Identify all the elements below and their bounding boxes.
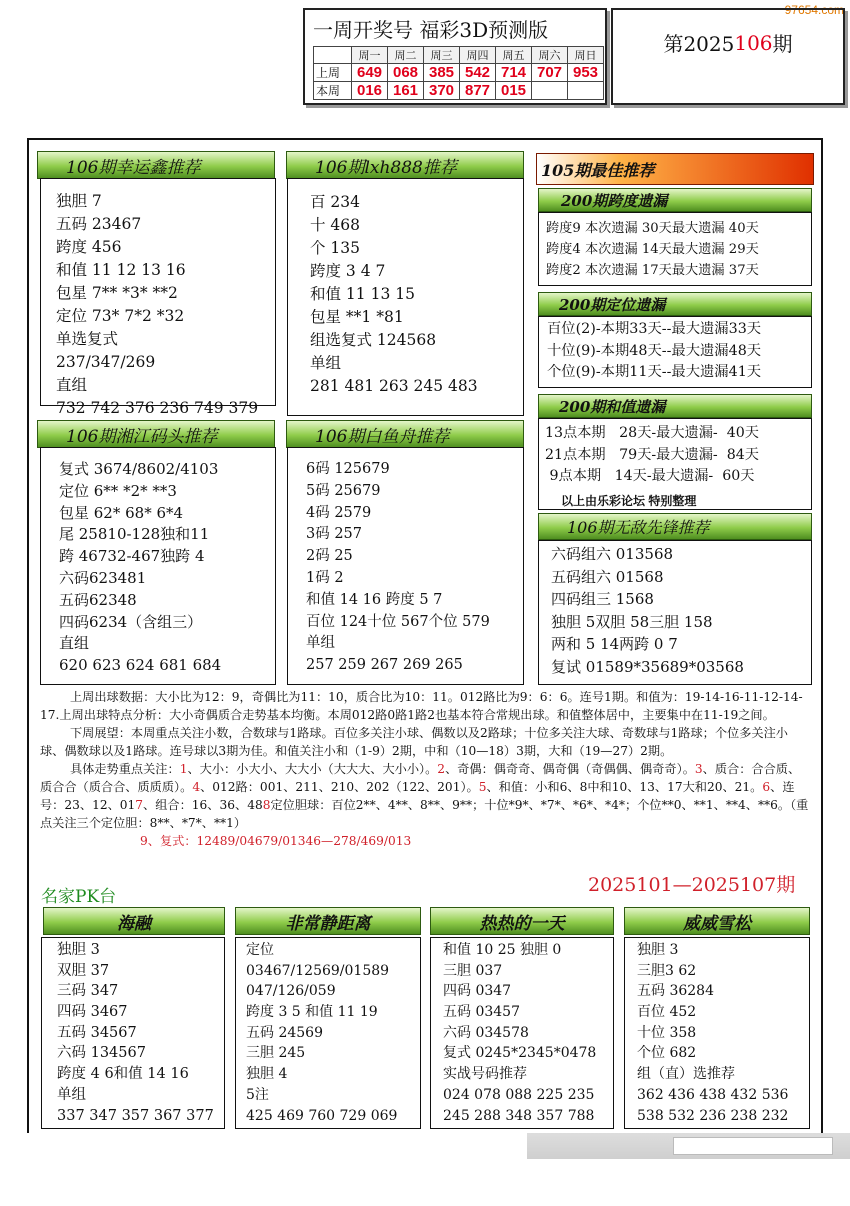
list-item: 六码623481 — [59, 568, 147, 587]
panel-title-wudi: 106期无敌先锋推荐 — [538, 513, 812, 540]
table-row — [314, 82, 604, 100]
list-item: 独胆 5双胆 58三胆 158 — [551, 612, 713, 631]
panel-title-xingyun: 106期幸运鑫推荐 — [37, 151, 275, 179]
pk-card-title: 非常静距离 — [235, 907, 421, 935]
pk-card-feichang — [235, 937, 421, 1129]
list-item: 5码 25679 — [306, 482, 381, 499]
list-item: 实战号码推荐 — [443, 1066, 527, 1083]
draw-number: 542 — [460, 64, 496, 82]
issue-prefix: 第2025 — [663, 32, 735, 56]
draw-number: 649 — [352, 64, 388, 82]
list-item: 包星 62* 68* 6*4 — [59, 503, 184, 522]
draw-number: 877 — [460, 82, 496, 100]
list-item: 047/126/059 — [246, 983, 336, 1000]
list-item: 独胆 3 — [57, 942, 100, 958]
list-item: 024 078 088 225 235 — [443, 1086, 595, 1103]
list-item: 21点本期 79天-最大遗漏- 84天 — [545, 446, 759, 463]
list-item: 独胆 7 — [56, 192, 102, 210]
list-item: 245 288 348 357 788 — [443, 1107, 595, 1124]
list-item: 五码组六 01568 — [551, 567, 664, 586]
day-cell: 周六 — [532, 47, 568, 64]
panel-lines — [546, 218, 759, 281]
list-item: 跨度2 本次遗漏 17天最大遗漏 37天 — [546, 263, 759, 278]
site-watermark: 97654.com — [784, 3, 844, 17]
list-item: 三胆 037 — [443, 962, 503, 979]
list-item: 六码 034578 — [443, 1024, 529, 1041]
list-item: 个 135 — [310, 239, 361, 257]
panel-lines — [57, 940, 214, 1126]
list-item: 个位 682 — [637, 1045, 697, 1062]
list-item: 直组 — [59, 634, 90, 653]
panel-lines — [545, 423, 759, 488]
list-item: 复式 3674/8602/4103 — [59, 460, 219, 478]
draw-number — [568, 82, 604, 100]
list-item: 单选复式 — [56, 330, 119, 348]
list-item: 跨度 4 6和值 14 16 — [57, 1066, 189, 1083]
analysis-paragraph: 9、复式：12489/04679/01346—278/469/013 — [140, 834, 412, 848]
analysis-section — [40, 688, 812, 850]
panel-lines — [547, 319, 761, 384]
panel-dingwei-omission — [538, 316, 812, 388]
list-item: 直组 — [56, 376, 88, 394]
list-item: 257 259 267 269 265 — [306, 657, 463, 674]
list-item: 单组 — [306, 635, 335, 652]
list-item: 跨度4 本次遗漏 14天最大遗漏 29天 — [546, 242, 759, 257]
pk-card-hairong — [41, 937, 225, 1129]
draw-number: 385 — [424, 64, 460, 82]
panel-lines — [637, 940, 788, 1126]
day-cell: 周二 — [388, 47, 424, 64]
pk-section-title: 名家PK台 — [41, 887, 117, 907]
list-item: 六码组六 013568 — [551, 545, 674, 563]
list-item: 五码62348 — [59, 590, 137, 609]
issue-suffix: 期 — [772, 32, 793, 56]
list-item: 百位 452 — [637, 1004, 697, 1021]
list-item: 十位 358 — [637, 1024, 697, 1041]
draw-number: 161 — [388, 82, 424, 100]
list-item: 定位 — [246, 942, 274, 958]
list-item: 和值 11 13 15 — [310, 285, 415, 303]
list-item: 跨度9 本次遗漏 30天最大遗漏 40天 — [546, 221, 759, 236]
page-title: 一周开奖号 福彩3D预测版 — [313, 18, 549, 42]
panel-title-lxh888: 106期lxh888推荐 — [286, 151, 524, 179]
pk-card-title: 海融 — [43, 907, 225, 935]
pk-card-weiwei — [624, 937, 810, 1129]
list-item: 425 469 760 729 069 — [246, 1107, 398, 1124]
list-item: 独胆 4 — [246, 1066, 288, 1083]
day-cell: 周日 — [568, 47, 604, 64]
draw-number: 068 — [388, 64, 424, 82]
list-item: 四码组三 1568 — [551, 590, 654, 609]
pk-card-rere — [430, 937, 614, 1129]
analysis-paragraph: 下周展望：本周重点关注小数，合数球与1路球。百位多关注小球、偶数以及2路球；十位多关注大球、奇数球与1路球；个位多关注小球、偶数球以及1路球。连号球以3期为佳。和值关注小和（1-9）2期，中和（10—18）3期，大和（19—27）2期。 — [40, 726, 788, 758]
best-recommend-bar: 105期最佳推荐 — [536, 153, 814, 185]
list-item: 跨度 3 4 7 — [310, 262, 386, 280]
list-item: 6码 125679 — [306, 461, 390, 477]
list-item: 3码 257 — [306, 526, 363, 543]
list-item: 03467/12569/01589 — [246, 962, 390, 979]
list-item: 三码 347 — [57, 983, 119, 1000]
panel-lines — [310, 191, 478, 398]
list-item: 620 623 624 681 684 — [59, 656, 222, 675]
list-item: 包星 **1 *81 — [310, 308, 404, 326]
draw-number: 016 — [352, 82, 388, 100]
panel-lines — [443, 940, 596, 1126]
list-item: 2码 25 — [306, 548, 353, 565]
panel-title-kuadu: 200期跨度遗漏 — [538, 188, 812, 212]
list-item: 百 234 — [310, 193, 361, 211]
list-item: 包星 7** *3* **2 — [56, 284, 178, 302]
list-item: 337 347 357 367 377 — [57, 1107, 214, 1124]
list-item: 和值 11 12 13 16 — [56, 261, 186, 279]
analysis-paragraph: 上周出球数据：大小比为12：9，奇偶比为11：10，质合比为10：11。012路比为9：6：6。连号1期。和值为：19-14-16-11-12-14-17.上周出球特点分析：大小奇偶质合走势基本均衡。本周012路0路1路2也基本符合常规出球。和值整体居中，主要集中在11-19之间。 — [40, 690, 803, 722]
draw-number — [532, 82, 568, 100]
list-item: 四码6234（含组三） — [59, 612, 203, 631]
list-item: 五码 36284 — [637, 983, 714, 1000]
list-item: 四码 0347 — [443, 983, 512, 1000]
list-item: 五码 34567 — [57, 1024, 137, 1041]
list-item: 两和 5 14两跨 0 7 — [551, 635, 678, 654]
list-item: 三胆3 62 — [637, 962, 697, 979]
list-item: 定位 6** *2* **3 — [59, 481, 177, 500]
list-item: 362 436 438 432 536 — [637, 1086, 789, 1103]
list-item: 三胆 245 — [246, 1045, 306, 1062]
weekly-draw-header — [303, 8, 607, 105]
issue-number-box — [611, 8, 845, 105]
list-item: 跨 46732-467独跨 4 — [59, 547, 205, 566]
list-item: 五码 03457 — [443, 1004, 520, 1021]
draw-table — [313, 46, 604, 100]
issue-number: 106 — [734, 30, 773, 55]
draw-number: 953 — [568, 64, 604, 82]
panel-lines — [56, 190, 258, 420]
draw-number: 015 — [496, 82, 532, 100]
pk-card-title: 威威雪松 — [624, 907, 810, 935]
list-item: 4码 2579 — [306, 504, 372, 521]
date-range: 2025101—2025107期 — [588, 874, 796, 896]
list-item: 跨度 456 — [56, 238, 122, 256]
panel-lines — [551, 543, 744, 679]
list-item: 单组 — [57, 1086, 86, 1103]
panel-title-baiyuzhou: 106期白鱼舟推荐 — [286, 420, 524, 448]
list-item: 五码 24569 — [246, 1024, 323, 1041]
panel-hezhi-omission — [538, 418, 812, 510]
list-item: 双胆 37 — [57, 962, 110, 979]
day-cell: 周三 — [424, 47, 460, 64]
panel-xingyun — [40, 178, 276, 417]
panel-lines — [59, 459, 221, 677]
list-item: 281 481 263 245 483 — [310, 377, 478, 395]
row-label: 本周 — [314, 82, 352, 100]
list-item: 十 468 — [310, 216, 361, 234]
list-item: 五码 23467 — [56, 215, 142, 233]
panel-kuadu-omission — [538, 212, 812, 286]
pk-card-title: 热热的一天 — [430, 907, 614, 935]
list-item: 组选复式 124568 — [310, 331, 437, 349]
draw-number: 707 — [532, 64, 568, 82]
list-item: 和值 14 16 跨度 5 7 — [306, 591, 443, 608]
list-item: 和值 10 25 独胆 0 — [443, 942, 562, 958]
list-item: 百位 124十位 567个位 579 — [306, 613, 490, 630]
list-item: 四码 3467 — [57, 1004, 128, 1021]
list-item: 732 742 376 236 749 379 — [56, 399, 259, 417]
list-item: 尾 25810-128独和11 — [59, 525, 210, 544]
list-item: 跨度 3 5 和值 11 19 — [246, 1004, 378, 1021]
list-item: 13点本期 28天-最大遗漏- 40天 — [545, 425, 759, 441]
list-item: 1码 2 — [306, 569, 344, 586]
bottom-shade — [27, 1133, 823, 1160]
day-cell: 周五 — [496, 47, 532, 64]
day-cell: 周四 — [460, 47, 496, 64]
panel-title-xiangjiang: 106期湘江码头推荐 — [37, 420, 275, 448]
list-item: 237/347/269 — [56, 353, 156, 371]
analysis-paragraph: 具体走势重点关注：1、大小：小大小、大大小（大大大、大小小）。2、奇偶：偶奇奇、偶奇偶（奇偶偶、偶奇奇）。3、质合：合合质、质合合（质合合、质质质）。4、012路：001、211、210、202（122、201）。5、和值：小和6、8中和10、13、17大和20、21。6、连号：23、12、017、组合：16、36、488定位胆球：百位2**、4**、8**、9**；十位*9*、*7*、*6*、*4*；个位**0、**1、**4、**6。（重点关注三个定位胆：8**、*7*、**1） — [40, 762, 809, 830]
panel-lines — [246, 940, 397, 1126]
row-label: 上周 — [314, 64, 352, 82]
list-item: 六码 134567 — [57, 1045, 146, 1062]
panel-baiyuzhou — [287, 447, 524, 685]
list-item: 9点本期 14天-最大遗漏- 60天 — [545, 468, 755, 484]
list-item: 5注 — [246, 1086, 269, 1103]
day-cell: 周一 — [352, 47, 388, 64]
panel-lxh888 — [287, 178, 524, 416]
list-item: 复式 0245*2345*0478 — [443, 1045, 597, 1062]
list-item: 个位(9)-本期11天--最大遗漏41天 — [547, 364, 762, 380]
draw-number: 370 — [424, 82, 460, 100]
panel-wudi — [538, 540, 812, 685]
table-header-row — [314, 47, 604, 64]
source-note: 以上由乐彩论坛 特别整理 — [561, 494, 697, 508]
list-item: 百位(2)-本期33天--最大遗漏33天 — [547, 321, 762, 337]
list-item: 定位 73* 7*2 *32 — [56, 307, 185, 325]
list-item: 单组 — [310, 354, 342, 372]
list-item: 组（直）选推荐 — [637, 1066, 735, 1083]
panel-lines — [306, 459, 490, 677]
list-item: 独胆 3 — [637, 942, 679, 958]
panel-title-hezhi: 200期和值遗漏 — [538, 394, 812, 418]
list-item: 十位(9)-本期48天--最大遗漏48天 — [547, 342, 762, 359]
table-row — [314, 64, 604, 82]
list-item: 复试 01589*35689*03568 — [551, 657, 744, 676]
panel-title-dingwei: 200期定位遗漏 — [538, 292, 812, 316]
list-item: 538 532 236 238 232 — [637, 1107, 789, 1124]
panel-xiangjiang — [40, 447, 276, 685]
draw-number: 714 — [496, 64, 532, 82]
